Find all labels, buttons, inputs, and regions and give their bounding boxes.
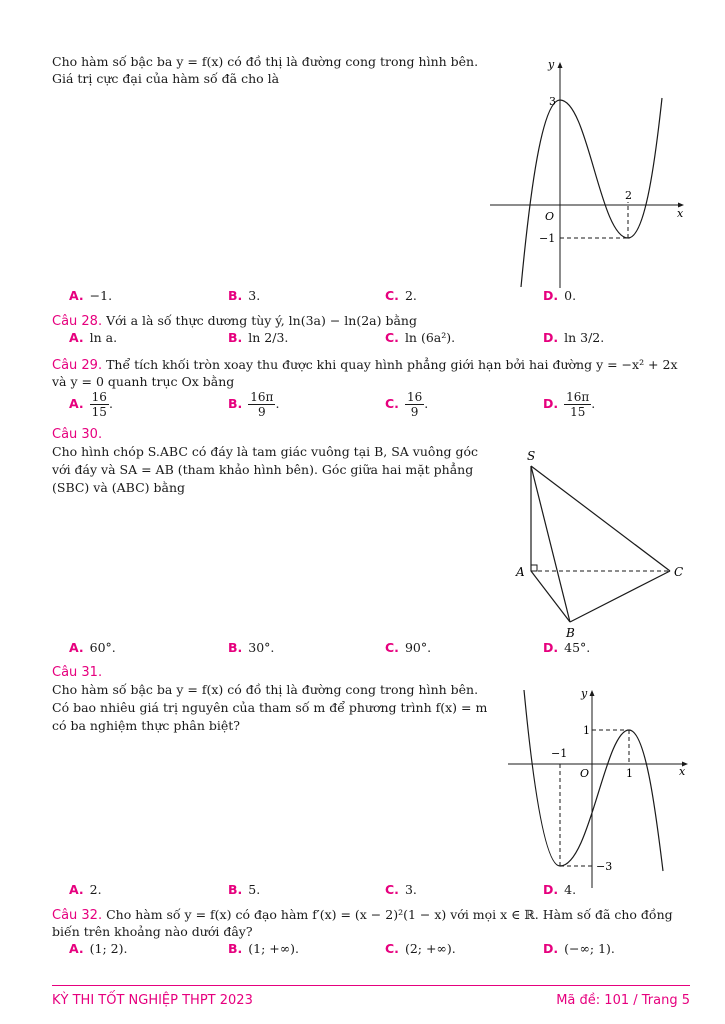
q30-option-d[interactable]: D. 45°. [543,640,591,655]
q31-stem-line3: có ba nghiệm thực phân biệt? [52,718,241,733]
footer-divider [52,985,690,986]
footer-exam-title: KỲ THI TỐT NGHIỆP THPT 2023 [52,993,253,1008]
q30-stem-line1: Cho hình chóp S.ABC có đáy là tam giác vuông tại B, SA vuông góc [52,444,479,459]
q27-origin-label: O [545,210,555,223]
q32-option-a[interactable]: A. (1; 2). [69,941,128,956]
q31-option-c[interactable]: C. 3. [385,882,417,897]
q27-option-b[interactable]: B. 3. [228,288,261,303]
q29-stem-line1: Câu 29. Thể tích khối tròn xoay thu được khi quay hình phẳng giới hạn bởi hai đường y = −x² + 2x [52,357,678,373]
q30-vertex-s: S [527,449,536,463]
q28-option-d[interactable]: D. ln 3/2. [543,330,605,345]
q32-option-c[interactable]: C. (2; +∞). [385,941,456,956]
q29-option-b[interactable]: B. $\frac{16\pi}{9}$ . [228,390,280,419]
q32-option-b[interactable]: B. (1; +∞). [228,941,300,956]
q30-vertex-c: C [674,565,684,579]
q27-x-label: x [677,207,684,220]
q31-y-label: y [581,687,588,700]
q27-label-3: 3 [549,95,556,108]
q31-x-label: x [679,765,686,778]
q30-option-b[interactable]: B. 30°. [228,640,275,655]
q30-label: Câu 30. [52,427,103,442]
q30-stem-line2: với đáy và SA = AB (tham khảo hình bên). Góc giữa hai mặt phẳng [52,462,474,477]
q27-option-d[interactable]: D. 0. [543,288,577,303]
q31-label-1y: 1 [583,724,590,737]
q31-option-a[interactable]: A. 2. [69,882,102,897]
q27-option-c[interactable]: C. 2. [385,288,417,303]
q32-label: Câu 32. [52,908,103,923]
q27-stem-line2: Giá trị cực đại của hàm số đã cho là [52,71,280,86]
q31-label-m3: −3 [596,860,613,873]
q27-graph [488,52,688,292]
q31-label-1x: 1 [626,767,633,780]
q28-option-b[interactable]: B. ln 2/3. [228,330,289,345]
q28-stem: Câu 28. Với a là số thực dương tùy ý, ln(3a) − ln(2a) bằng [52,313,417,329]
q27-label-m1: −1 [539,232,556,245]
q27-y-label: y [548,58,555,71]
q30-vertex-b: B [566,626,575,640]
q31-option-d[interactable]: D. 4. [543,882,577,897]
q28-label: Câu 28. [52,314,103,329]
q32-stem-line1: Câu 32. Cho hàm số y = f(x) có đạo hàm f′(x) = (x − 2)²(1 − x) với mọi x ∈ ℝ. Hàm số đã cho đồng [52,907,673,923]
q32-stem-line2: biến trên khoảng nào dưới đây? [52,924,253,939]
q27-stem-line1: Cho hàm số bậc ba y = f(x) có đồ thị là đường cong trong hình bên. [52,54,479,69]
q32-option-d[interactable]: D. (−∞; 1). [543,941,615,956]
q30-vertex-a: A [516,565,525,579]
q31-label: Câu 31. [52,665,103,680]
q31-origin-label: O [580,767,590,780]
q31-stem-line1: Cho hàm số bậc ba y = f(x) có đồ thị là đường cong trong hình bên. [52,682,479,697]
q29-stem-line2: và y = 0 quanh trục Ox bằng [52,374,235,389]
q30-pyramid-figure [508,446,698,646]
q30-option-c[interactable]: C. 90°. [385,640,432,655]
q29-option-d[interactable]: D. $\frac{16\pi}{15}$ . [543,390,596,419]
q29-option-c[interactable]: C. $\frac{16}{9}$ . [385,390,429,419]
q31-label-m1: −1 [551,747,568,760]
q28-option-a[interactable]: A. ln a. [69,330,118,345]
footer-page-info: Mã đề: 101 / Trang 5 [556,993,690,1008]
q30-stem-line3: (SBC) và (ABC) bằng [52,480,186,495]
q29-option-a[interactable]: A. $\frac{16}{15}$ . [69,390,113,419]
q27-label-2: 2 [625,189,632,202]
q29-label: Câu 29. [52,358,103,373]
q27-option-a[interactable]: A. −1. [69,288,113,303]
q30-option-a[interactable]: A. 60°. [69,640,116,655]
q31-option-b[interactable]: B. 5. [228,882,261,897]
q31-graph [505,685,695,890]
q31-stem-line2: Có bao nhiêu giá trị nguyên của tham số m để phương trình f(x) = m [52,700,488,715]
q28-option-c[interactable]: C. ln (6a²). [385,330,456,345]
